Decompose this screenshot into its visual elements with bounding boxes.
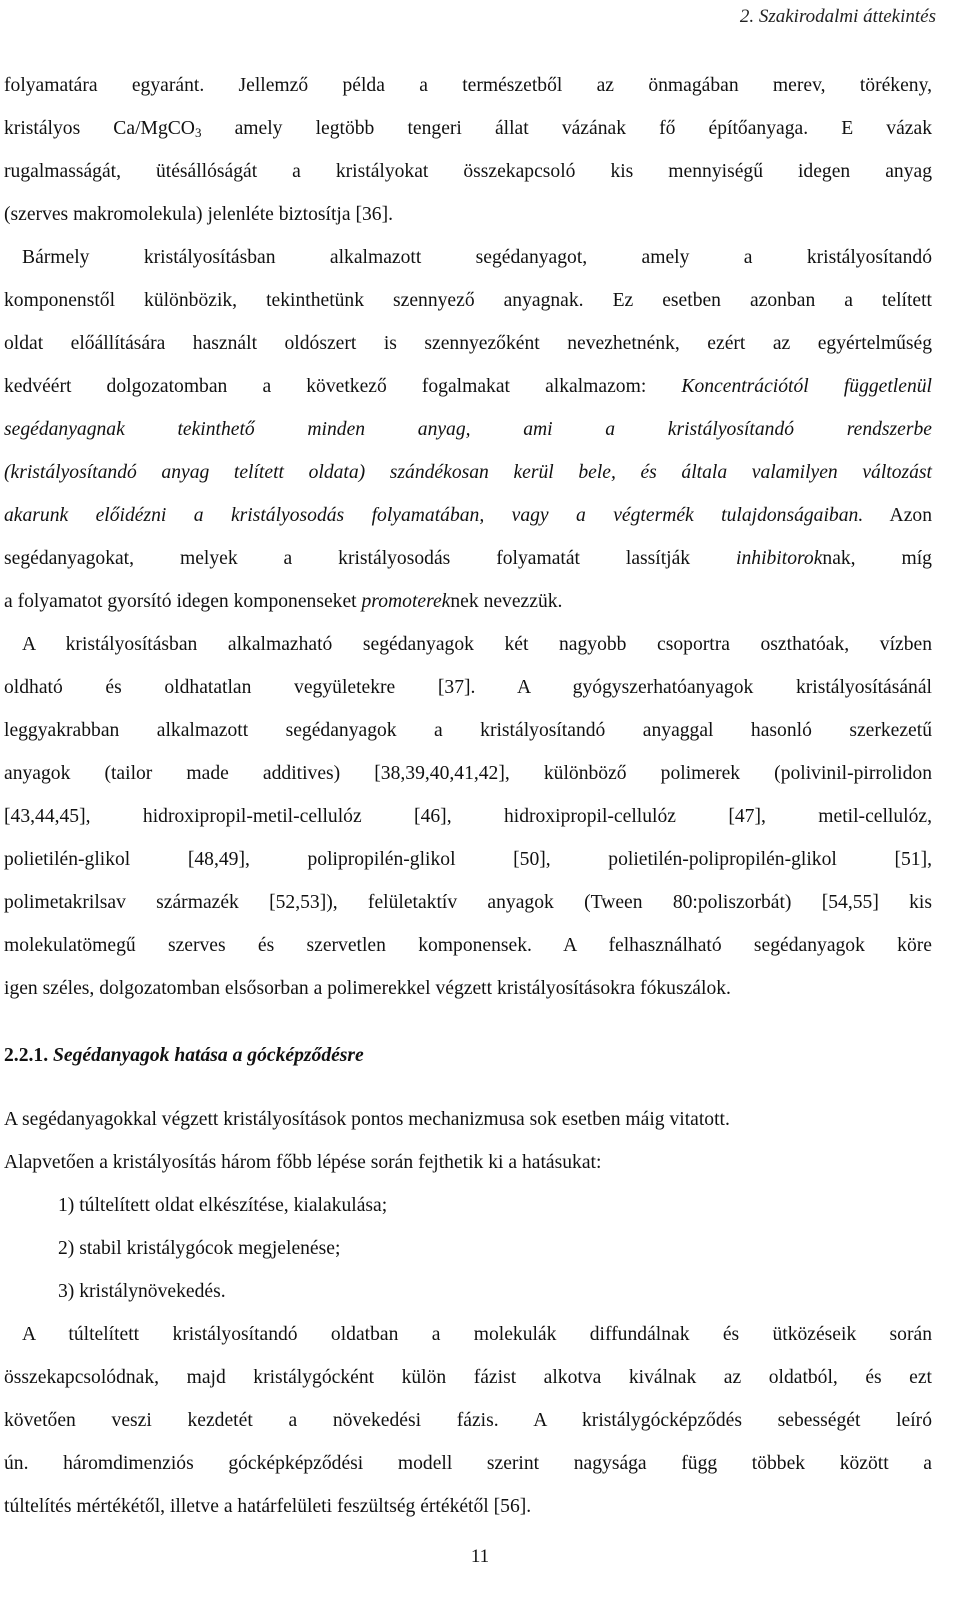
subscript: 3 xyxy=(194,125,202,140)
paragraph-line: oldat előállítására használt oldószert is szennyezőként nevezhetnénk, ezért az egyértelműség xyxy=(4,333,932,354)
paragraph-line: (kristályosítandó anyag telített oldata) szándékosan kerül bele, és általa valamilyen változást xyxy=(4,462,932,483)
section-heading xyxy=(4,1044,364,1068)
italic-definition: akarunk előidézni a kristályosodás folyamatában, vagy a végtermék tulajdonságaiban. xyxy=(4,505,864,526)
paragraph-line: folyamatára egyaránt. Jellemző példa a természetből az önmagában merev, törékeny, xyxy=(4,75,932,96)
text-run: segédanyagokat, melyek a kristályosodás folyamatát lassítják xyxy=(4,548,737,569)
text-run: kedvéért dolgozatomban a következő fogalmakat alkalmazom: xyxy=(4,376,682,397)
running-header: 2. Szakirodalmi áttekintés xyxy=(739,6,936,27)
paragraph-line: komponenstől különbözik, tekinthetünk szennyező anyagnak. Ez esetben azonban a telített xyxy=(4,290,932,311)
text-run: Azon xyxy=(863,505,932,526)
paragraph-line: A kristályosításban alkalmazható segédanyagok két nagyobb csoportra oszthatóak, vízben xyxy=(22,634,932,655)
text-run: nek nevezzük. xyxy=(450,591,563,612)
paragraph-line: [43,44,45], hidroxipropil-metil-cellulóz [46], hidroxipropil-cellulóz [47], metil-cellulóz, xyxy=(4,806,932,827)
paragraph-line: molekulatömegű szerves és szervetlen komponensek. A felhasználható segédanyagok köre xyxy=(4,935,932,956)
page-number: 11 xyxy=(470,1546,490,1567)
paragraph-line: segédanyagnak tekinthető minden anyag, ami a kristályosítandó rendszerbe xyxy=(4,419,932,440)
paragraph-line: A túltelített kristályosítandó oldatban a molekulák diffundálnak és ütközéseik során xyxy=(22,1324,932,1345)
paragraph-line xyxy=(4,547,932,571)
paragraph-line: túltelítés mértékétől, illetve a határfelületi feszültség értékétől [56]. xyxy=(4,1496,532,1517)
paragraph-line: A segédanyagokkal végzett kristályosítások pontos mechanizmusa sok esetben máig vitatott. xyxy=(4,1109,730,1130)
paragraph-line xyxy=(4,117,932,141)
paragraph-line: összekapcsolódnak, majd kristálygócként külön fázist alkotva kiválnak az oldatból, és ezt xyxy=(4,1367,932,1388)
text-run: kristályos Ca/MgCO xyxy=(4,118,195,139)
paragraph-line: Bármely kristályosításban alkalmazott segédanyagot, amely a kristályosítandó xyxy=(22,247,932,268)
list-item: 2) stabil kristálygócok megjelenése; xyxy=(58,1238,341,1259)
paragraph-line xyxy=(4,590,932,614)
paragraph-line: leggyakrabban alkalmazott segédanyagok a kristályosítandó anyaggal hasonló szerkezetű xyxy=(4,720,932,741)
paragraph-line: igen széles, dolgozatomban elsősorban a polimerekkel végzett kristályosításokra fókuszálok. xyxy=(4,978,731,999)
paragraph-line: oldható és oldhatatlan vegyületekre [37]. A gyógyszerhatóanyagok kristályosításánál xyxy=(4,677,932,698)
text-run: amely legtöbb tengeri állat vázának fő építőanyaga. E vázak xyxy=(201,118,932,139)
paragraph-line xyxy=(4,504,932,528)
list-item: 1) túltelített oldat elkészítése, kialakulása; xyxy=(58,1195,388,1216)
paragraph-line: (szerves makromolekula) jelenléte biztosítja [36]. xyxy=(4,204,394,225)
paragraph-line: anyagok (tailor made additives) [38,39,40,41,42], különböző polimerek (polivinil-pirrolidon xyxy=(4,763,932,784)
section-title: Segédanyagok hatása a gócképződésre xyxy=(53,1045,364,1066)
paragraph-line: polimetakrilsav származék [52,53]), felületaktív anyagok (Tween 80:poliszorbát) [54,55] kis xyxy=(4,892,932,913)
section-number: 2.2.1. xyxy=(4,1045,49,1066)
italic-term: Koncentrációtól függetlenül xyxy=(681,376,932,397)
italic-term: promoterek xyxy=(361,591,451,612)
text-run: nak, míg xyxy=(822,548,932,569)
paragraph-line xyxy=(4,375,932,399)
list-item: 3) kristálynövekedés. xyxy=(58,1281,226,1302)
paragraph-line: ún. háromdimenziós gócképképződési modell szerint nagysága függ többek között a xyxy=(4,1453,932,1474)
paragraph-line: követően veszi kezdetét a növekedési fázis. A kristálygócképződés sebességét leíró xyxy=(4,1410,932,1431)
text-run: a folyamatot gyorsító idegen komponenseket xyxy=(4,591,362,612)
paragraph-line: Alapvetően a kristályosítás három főbb lépése során fejthetik ki a hatásukat: xyxy=(4,1152,602,1173)
paragraph-line: rugalmasságát, ütésállóságát a kristályokat összekapcsoló kis mennyiségű idegen anyag xyxy=(4,161,932,182)
italic-term: inhibitorok xyxy=(736,548,823,569)
paragraph-line: polietilén-glikol [48,49], polipropilén-glikol [50], polietilén-polipropilén-glikol [51], xyxy=(4,849,932,870)
